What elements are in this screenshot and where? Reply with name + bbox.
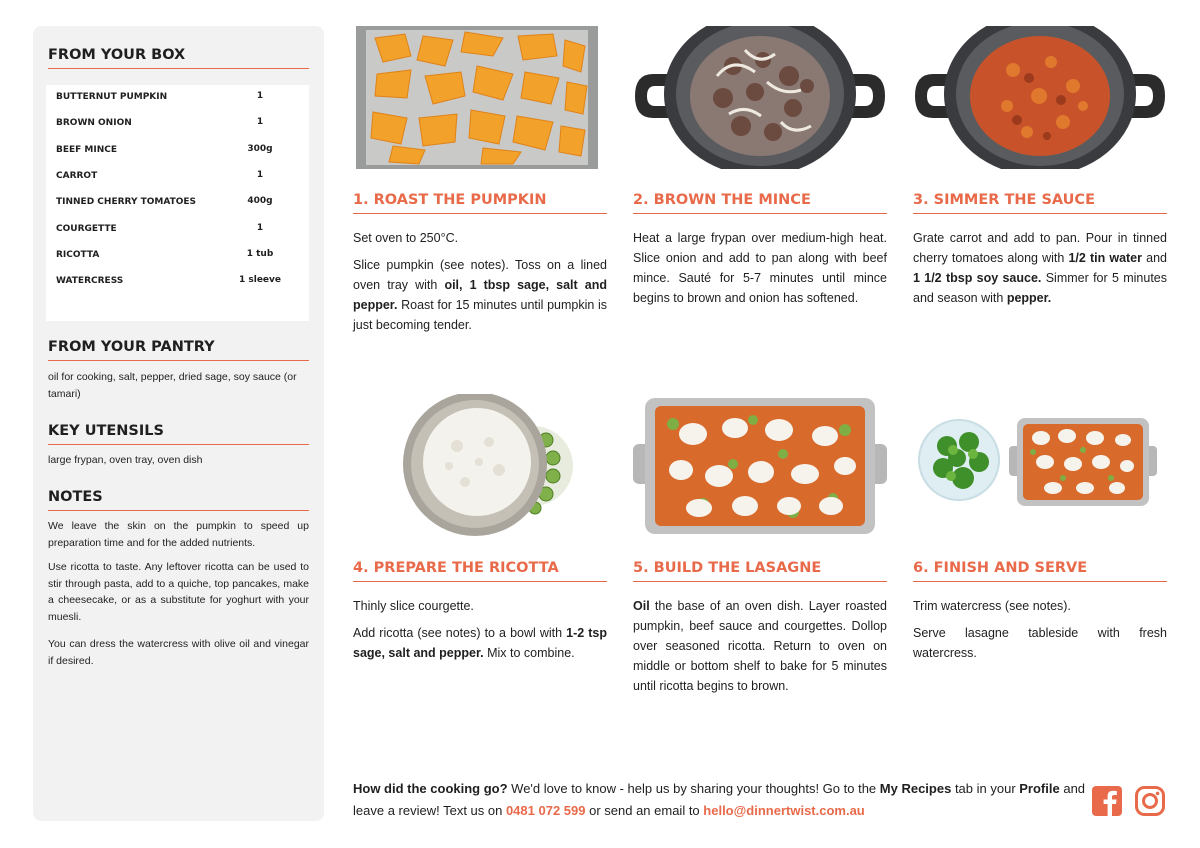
instagram-icon[interactable] xyxy=(1134,785,1166,817)
instruction-text: Set oven to 250°C. xyxy=(353,231,459,245)
instruction-text: the base of an oven dish. Layer roasted pumpkin, beef sauce and courgettes. Dollop over seasoned ricotta. Return to oven on middle or bottom shelf to bake for 5 minutes until ricotta begins to brown. xyxy=(633,599,887,693)
instruction-emphasis: pepper. xyxy=(1006,291,1052,305)
ingredient-quantity: 1 xyxy=(256,222,264,233)
instruction-text: Heat a large frypan over medium-high heat. Slice onion and add to pan along with beef mince. Sauté for 5-7 minutes until mince begins to brown and onion has softened. xyxy=(633,231,887,305)
key-utensils-heading: KEY UTENSILS xyxy=(48,423,309,445)
ingredient-quantity: 1 sleeve xyxy=(238,275,282,286)
note-3: You can dress the watercress with olive oil and vinegar if desired. xyxy=(48,638,309,667)
step-5-instructions xyxy=(633,596,887,703)
step-4-title: 4. PREPARE THE RICOTTA xyxy=(353,560,607,582)
ingredient-quantity: 1 tub xyxy=(246,248,274,259)
step-1-photo xyxy=(353,26,607,169)
step-4-photo xyxy=(353,394,607,537)
pantry-list: oil for cooking, salt, pepper, dried sage, soy sauce (or tamari) xyxy=(48,371,297,400)
instruction-paragraph xyxy=(353,255,607,335)
facebook-icon[interactable] xyxy=(1091,785,1123,817)
box-ingredients-table xyxy=(46,85,309,321)
ingredient-row xyxy=(46,269,309,295)
note-1: We leave the skin on the pumpkin to speed up preparation time and for the added nutrients. xyxy=(48,520,309,549)
step-5-title: 5. BUILD THE LASAGNE xyxy=(633,560,887,582)
instruction-text: Roast for 15 minutes until pumpkin is just becoming tender. xyxy=(353,298,607,332)
ingredient-quantity: 300g xyxy=(247,143,273,154)
ingredients-sidebar xyxy=(33,26,324,821)
ingredient-row xyxy=(46,138,309,164)
ingredient-name: RICOTTA xyxy=(56,249,100,260)
step-1-title: 1. ROAST THE PUMPKIN xyxy=(353,192,607,214)
ingredient-row xyxy=(46,217,309,243)
instruction-paragraph xyxy=(913,596,1167,616)
step-5-photo xyxy=(633,394,887,537)
ingredient-row xyxy=(46,190,309,216)
instruction-emphasis: Oil xyxy=(633,599,650,613)
step-2-instructions xyxy=(633,228,887,315)
feedback-question: How did the cooking go? xyxy=(353,781,508,796)
step-6-instructions xyxy=(913,596,1167,670)
ingredient-quantity: 1 xyxy=(256,169,264,180)
step-4-instructions xyxy=(353,596,607,670)
instruction-text: Simmer for 5 minutes and season with xyxy=(913,271,1167,305)
ingredient-row xyxy=(46,85,309,111)
ingredient-name: CARROT xyxy=(56,170,98,181)
instruction-text: Thinly slice courgette. xyxy=(353,599,474,613)
my-recipes-link[interactable]: My Recipes xyxy=(879,781,952,796)
footer-text-2: tab in your xyxy=(951,781,1020,796)
ingredient-name: BUTTERNUT PUMPKIN xyxy=(56,92,168,102)
instruction-paragraph xyxy=(633,228,887,308)
step-1-instructions xyxy=(353,228,607,342)
phone-number[interactable]: 0481 072 599 xyxy=(505,803,586,818)
ingredient-name: COURGETTE xyxy=(56,223,117,234)
ingredient-row xyxy=(46,243,309,269)
instruction-paragraph xyxy=(353,228,607,248)
step-6-photo xyxy=(913,394,1167,537)
ingredient-row xyxy=(46,164,309,190)
notes-heading: NOTES xyxy=(48,489,309,511)
instruction-paragraph xyxy=(353,623,607,663)
step-3-title: 3. SIMMER THE SAUCE xyxy=(913,192,1167,214)
ingredient-name: WATERCRESS xyxy=(56,276,124,287)
utensils-list: large frypan, oven tray, oven dish xyxy=(48,454,203,466)
from-your-box-heading: FROM YOUR BOX xyxy=(48,47,309,69)
step-2-photo xyxy=(633,26,887,169)
instruction-emphasis: 1-2 tsp sage, salt and pepper. xyxy=(353,626,607,660)
ingredient-name: TINNED CHERRY TOMATOES xyxy=(56,197,197,208)
instruction-paragraph xyxy=(913,623,1167,663)
instruction-text: Grate carrot and add to pan. Pour in tinned cherry tomatoes along with xyxy=(913,231,1167,265)
ingredient-row xyxy=(46,111,309,137)
ingredient-name: BEEF MINCE xyxy=(56,144,118,155)
instruction-emphasis: 1/2 tin water xyxy=(1068,251,1142,265)
ingredient-quantity: 1 xyxy=(256,91,264,101)
note-2: Use ricotta to taste. Any leftover ricotta can be used to stir through pasta, add to a quiche, top pancakes, make a cheesecake, or as a substitute for yoghurt with your muesli. xyxy=(48,561,309,623)
step-2-title: 2. BROWN THE MINCE xyxy=(633,192,887,214)
instruction-text: Trim watercress (see notes). xyxy=(913,599,1071,613)
ingredient-quantity: 1 xyxy=(256,117,264,128)
email-link[interactable]: hello@dinnertwist.com.au xyxy=(703,803,865,818)
instruction-paragraph xyxy=(633,596,887,696)
step-6-title: 6. FINISH AND SERVE xyxy=(913,560,1167,582)
ingredient-quantity: 400g xyxy=(247,196,273,207)
instruction-emphasis: oil, 1 tbsp sage, salt and pepper. xyxy=(353,278,607,312)
instruction-text: Add ricotta (see notes) to a bowl with xyxy=(353,626,567,640)
instruction-text: Slice pumpkin (see notes). Toss on a lined oven tray with xyxy=(353,258,607,292)
step-3-photo xyxy=(913,26,1167,169)
instruction-text: and xyxy=(1142,251,1167,265)
profile-link[interactable]: Profile xyxy=(1019,781,1060,796)
feedback-footer xyxy=(353,778,1093,822)
footer-text-3: and leave a review! Text us on xyxy=(353,781,1086,818)
from-your-pantry-heading: FROM YOUR PANTRY xyxy=(48,339,309,361)
instruction-paragraph xyxy=(913,228,1167,308)
ingredient-name: BROWN ONION xyxy=(56,118,132,129)
footer-text-1: We'd love to know - help us by sharing your thoughts! Go to the xyxy=(507,781,880,796)
instruction-paragraph xyxy=(353,596,607,616)
footer-text-4: or send an email to xyxy=(585,803,704,818)
step-3-instructions xyxy=(913,228,1167,315)
instruction-text: Mix to combine. xyxy=(483,646,575,660)
instruction-emphasis: 1 1/2 tbsp soy sauce. xyxy=(913,271,1042,285)
instruction-text: Serve lasagne tableside with fresh watercress. xyxy=(913,626,1167,660)
